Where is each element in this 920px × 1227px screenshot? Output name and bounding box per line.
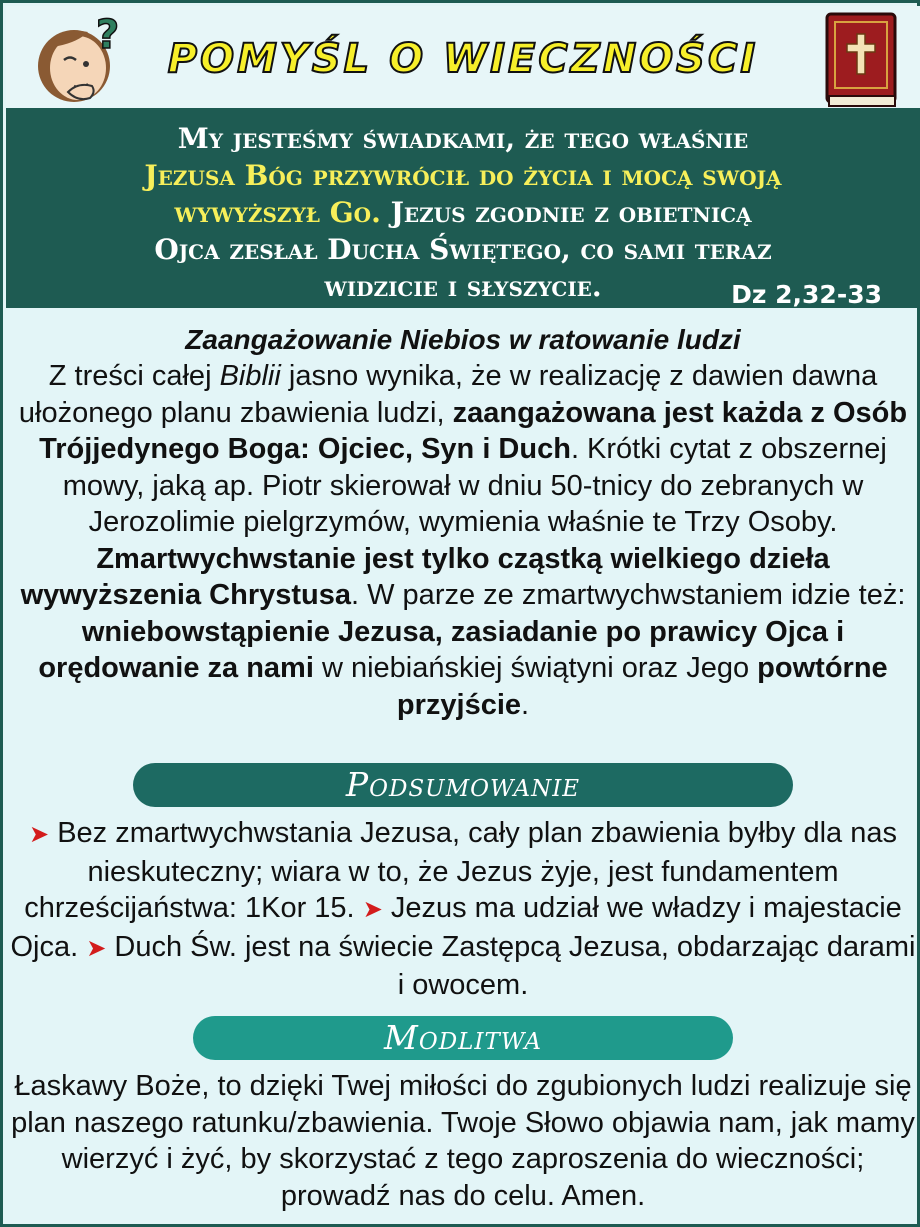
- page-title: POMYŚL O WIECZNOŚCI: [167, 36, 759, 82]
- body-text: Z treści całej: [48, 360, 220, 392]
- verse-segment: widzicie i słyszycie.: [324, 270, 602, 303]
- verse-line: [6, 231, 920, 268]
- emphasis-bold: zaangażowana jest każda z Osób Trójjedynego Boga: Ojciec, Syn i Duch: [39, 396, 908, 465]
- bible-verse-banner: [6, 108, 920, 308]
- body-text: w niebiańskiej świątyni oraz Jego: [313, 652, 758, 684]
- red-arrow-icon: ➤: [362, 896, 383, 923]
- verse-highlight: wywyższył Go.: [174, 196, 381, 229]
- article-heading: Zaangażowanie Niebios w ratowanie ludzi: [185, 324, 741, 355]
- summary-point: Duch Św. jest na świecie Zastępcą Jezusa, obdarzając darami i owocem.: [114, 930, 916, 1001]
- prayer-heading: Modlitwa: [193, 1016, 733, 1060]
- header: [6, 6, 920, 108]
- verse-highlight: Jezusa Bóg przywrócił do życia i mocą swoją: [144, 159, 782, 192]
- article: [6, 308, 920, 723]
- verse-reference: Dz 2,32-33: [731, 280, 882, 309]
- red-arrow-icon: ➤: [29, 821, 50, 848]
- verse-line: [6, 120, 920, 157]
- prayer-text: Łaskawy Boże, to dzięki Twej miłości do zgubionych ludzi realizuje się plan naszego ratunku/zbawienia. Twoje Słowo objawia nam, jak mamy wierzyć i żyć, by skorzystać z tego zaproszenia do wieczności; prowadź nas do celu. Amen.: [11, 1070, 915, 1212]
- verse-line: [6, 157, 920, 194]
- emphasis-bold: Zmartwychwstanie jest tylko cząstką wielkiego dzieła wywyższenia Chrystusa: [20, 542, 830, 611]
- emphasis-bold: powtórne przyjście: [396, 652, 888, 721]
- article-body: [6, 358, 920, 723]
- emphasis-italic: Biblii: [219, 360, 281, 392]
- body-text: . W parze ze zmartwychwstaniem idzie też:: [351, 579, 906, 611]
- verse-line: [6, 194, 920, 231]
- summary-point: Jezus ma udział we władzy i majestacie Ojca.: [10, 892, 902, 963]
- summary-heading: Podsumowanie: [133, 763, 793, 807]
- verse-segment: My jesteśmy świadkami, że tego właśnie: [177, 122, 749, 155]
- red-arrow-icon: ➤: [86, 934, 107, 962]
- svg-text:?: ?: [96, 12, 120, 58]
- summary-body: [6, 815, 920, 1004]
- verse-segment: Jezus zgodnie z obietnicą: [380, 196, 752, 229]
- body-text: . Krótki cytat z obszernej mowy, jaką ap. Piotr skierował w dniu 50-tnicy do zebranych w Jerozolimie pielgrzymów, wymienia właśnie te Trzy Osoby.: [62, 433, 887, 538]
- bible-book-icon: [821, 10, 901, 110]
- verse-segment: Ojca zesłał Ducha Świętego, co sami teraz: [154, 233, 772, 266]
- summary-point: Bez zmartwychwstania Jezusa, cały plan zbawienia byłby dla nas nieskuteczny; wiara w to, że Jezus żyje, jest fundamentem chrześcijaństwa: 1Kor 15.: [24, 817, 897, 924]
- body-text: jasno wynika, że w realizację z dawien dawna ułożonego planu zbawienia ludzi,: [18, 360, 878, 429]
- emphasis-bold: wniebowstąpienie Jezusa, zasiadanie po prawicy Ojca i orędowanie za nami: [38, 615, 845, 684]
- body-text: .: [521, 688, 530, 721]
